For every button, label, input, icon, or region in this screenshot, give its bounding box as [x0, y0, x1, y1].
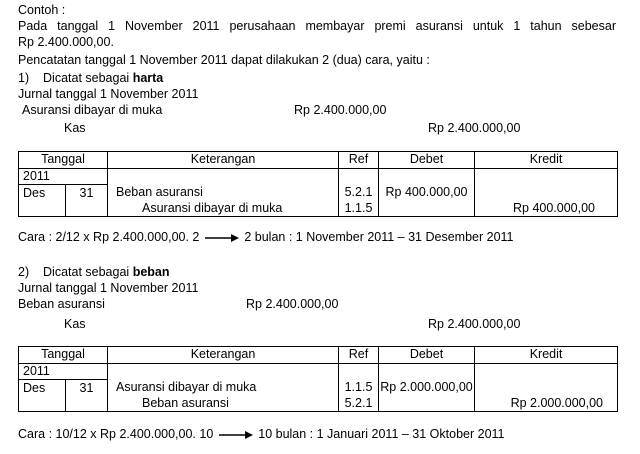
- table-row: [19, 168, 618, 185]
- method2-formula-prefix: Cara : 10/12 x Rp 2.400.000,00. 10: [18, 427, 214, 441]
- method1-journal-title: Jurnal tanggal 1 November 2011: [18, 87, 199, 101]
- method1-entry-credit-account: Kas: [64, 121, 86, 135]
- method1-formula-suffix: 2 bulan : 1 November 2011 – 31 Desember 2011: [244, 230, 514, 244]
- method2-journal-table: [18, 346, 618, 412]
- intro-line-3: Pencatatan tanggal 1 November 2011 dapat dilakukan 2 (dua) cara, yaitu :: [18, 53, 430, 67]
- method2-title-prefix: Dicatat sebagai: [43, 265, 130, 279]
- year-cell: 2011: [19, 363, 108, 380]
- method2-entry-credit-account: Kas: [64, 317, 86, 331]
- row2-kredit: Rp 400.000,00: [513, 201, 596, 215]
- table-header-row: [19, 347, 618, 364]
- method2-entry-credit-amount: Rp 2.400.000,00: [428, 317, 521, 331]
- kredit-cell: [475, 363, 618, 412]
- header-ref: Ref: [339, 347, 379, 364]
- header-kredit: Kredit: [475, 347, 618, 364]
- intro-line-1: Pada tanggal 1 November 2011 perusahaan membayar premi asuransi untuk 1 tahun sebesar: [18, 19, 616, 33]
- method1-entry-debit-account: Asuransi dibayar di muka: [22, 103, 163, 117]
- intro-line-2: Rp 2.400.000,00.: [18, 35, 114, 49]
- month-cell: Des: [19, 185, 66, 217]
- method1-formula-prefix: Cara : 2/12 x Rp 2.400.000,00. 2: [18, 230, 200, 244]
- row2-ref: 1.1.5: [344, 201, 373, 215]
- row2-account: Asuransi dibayar di muka: [142, 201, 283, 215]
- method1-journal-table: [18, 151, 618, 217]
- method1-title-prefix: Dicatat sebagai: [43, 71, 130, 85]
- method1-number: 1): [18, 71, 30, 85]
- kredit-cell: [475, 168, 618, 217]
- header-tanggal: Tanggal: [19, 347, 108, 364]
- day-cell: 31: [66, 380, 108, 412]
- row1-ref: 1.1.5: [344, 380, 373, 394]
- ref-cell: [339, 168, 379, 217]
- header-keterangan: Keterangan: [108, 152, 339, 169]
- method2-title: [18, 264, 170, 280]
- row2-ref: 5.2.1: [344, 396, 373, 410]
- method1-formula: [18, 229, 514, 245]
- debet-cell: [379, 363, 475, 412]
- row1-account: Beban asuransi: [116, 185, 203, 199]
- row1-ref: 5.2.1: [344, 185, 373, 199]
- row2-kredit: Rp 2.000.000,00: [510, 396, 604, 410]
- month-cell: Des: [19, 380, 66, 412]
- right-arrow-icon: [205, 233, 239, 243]
- row1-debet: Rp 2.000.000,00: [380, 380, 473, 394]
- method2-formula-suffix: 10 bulan : 1 Januari 2011 – 31 Oktober 2011: [258, 427, 505, 441]
- header-debet: Debet: [379, 347, 475, 364]
- ref-cell: [339, 363, 379, 412]
- row1-kredit: [475, 379, 603, 395]
- day-cell: 31: [66, 185, 108, 217]
- method2-title-bold: beban: [132, 265, 170, 279]
- method1-entry-credit-amount: Rp 2.400.000,00: [428, 121, 521, 135]
- table-row: [19, 363, 618, 380]
- method2-journal-title: Jurnal tanggal 1 November 2011: [18, 281, 199, 295]
- right-arrow-icon: [219, 430, 253, 440]
- method2-number: 2): [18, 265, 30, 279]
- keterangan-cell: [108, 363, 339, 412]
- debet-cell: [379, 168, 475, 217]
- method2-entry-debit-account: Beban asuransi: [18, 297, 105, 311]
- method1-title: [18, 70, 163, 86]
- method1-entry-debit-amount: Rp 2.400.000,00: [294, 103, 387, 117]
- header-ref: Ref: [339, 152, 379, 169]
- header-debet: Debet: [379, 152, 475, 169]
- row1-debet: Rp 400.000,00: [385, 185, 468, 199]
- keterangan-cell: [108, 168, 339, 217]
- row1-account: Asuransi dibayar di muka: [116, 380, 257, 394]
- method2-entry-debit-amount: Rp 2.400.000,00: [246, 297, 339, 311]
- header-tanggal: Tanggal: [19, 152, 108, 169]
- example-heading: Contoh :: [18, 3, 66, 17]
- row1-kredit: [475, 184, 595, 200]
- row2-account: Beban asuransi: [142, 396, 229, 410]
- table-header-row: [19, 152, 618, 169]
- header-kredit: Kredit: [475, 152, 618, 169]
- method2-formula: [18, 426, 505, 442]
- method1-title-bold: harta: [132, 71, 164, 85]
- header-keterangan: Keterangan: [108, 347, 339, 364]
- year-cell: 2011: [19, 168, 108, 185]
